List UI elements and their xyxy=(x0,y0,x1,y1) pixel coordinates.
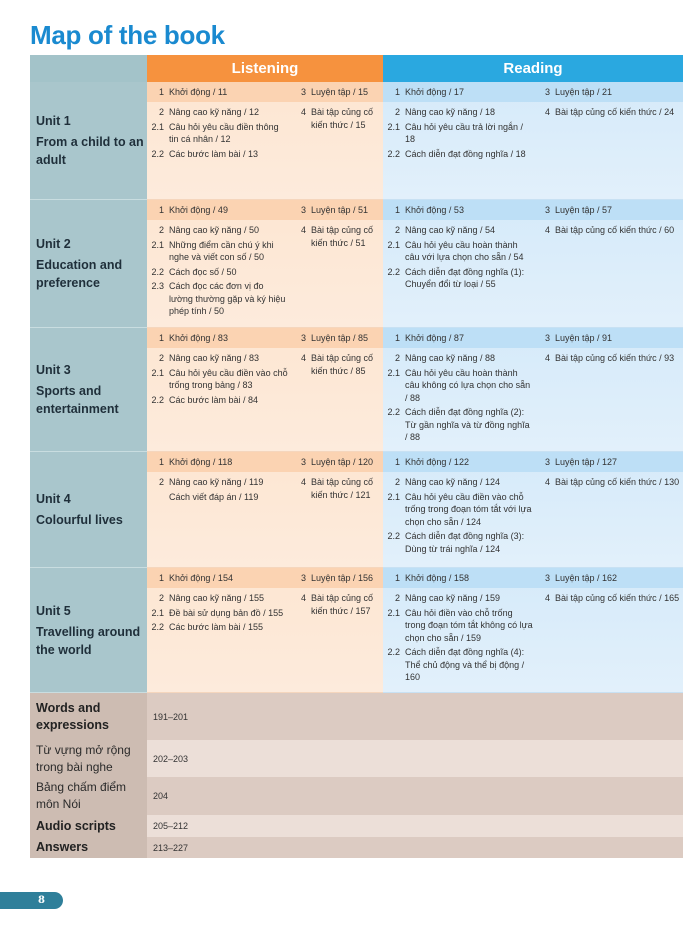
item-text: Nâng cao kỹ năng / 88 xyxy=(405,353,496,363)
listening-column xyxy=(147,224,289,320)
item-number: 4 xyxy=(300,353,306,363)
item-text: Câu hỏi yêu cầu hoàn thành câu với lựa chọn cho sẵn / 54 xyxy=(405,239,524,262)
appendix-pages: 213–227 xyxy=(147,837,683,858)
list-item xyxy=(383,352,533,365)
appendix-row xyxy=(30,837,683,858)
listening-column xyxy=(147,592,289,636)
item-text: Luyện tập / 120 xyxy=(311,456,374,467)
item-number: 2 xyxy=(394,107,400,117)
list-item xyxy=(383,86,533,99)
reading-body xyxy=(383,588,683,686)
item-text: Cách diễn đạt đồng nghĩa (4): Thể chủ động và thể bị động / 160 xyxy=(405,647,525,682)
list-item xyxy=(147,394,289,407)
unit-row xyxy=(30,328,683,452)
list-item xyxy=(533,352,683,365)
item-text: Bài tập củng cố kiến thức / 51 xyxy=(311,225,374,248)
list-item xyxy=(147,266,289,279)
item-text: Câu hỏi điền vào chỗ trống trong đoạn tóm tắt không có lựa chọn cho sẵn / 159 xyxy=(405,607,533,643)
list-item xyxy=(383,607,533,645)
listening-body xyxy=(147,220,383,320)
unit-label-cell xyxy=(30,200,147,328)
item-number: 2 xyxy=(394,593,400,603)
listening-top-row xyxy=(147,328,383,348)
reading-column xyxy=(383,592,533,686)
list-item xyxy=(383,456,533,469)
list-item xyxy=(147,572,289,585)
reading-body xyxy=(383,102,683,162)
item-text: Luyện tập / 57 xyxy=(555,204,613,215)
item-number: 3 xyxy=(544,332,550,343)
listening-body xyxy=(147,588,383,636)
list-item xyxy=(147,204,289,217)
listening-column xyxy=(289,592,383,636)
listening-section xyxy=(147,328,383,452)
item-number: 4 xyxy=(544,225,550,235)
item-number: 2 xyxy=(158,477,164,487)
unit-name: Colourful lives xyxy=(36,513,123,527)
item-number: 1 xyxy=(394,456,400,467)
list-item xyxy=(147,476,289,489)
unit-label-cell xyxy=(30,328,147,452)
listening-body xyxy=(147,348,383,408)
item-text: Bài tập củng cố kiến thức / 130 xyxy=(555,477,680,487)
item-number: 2.2 xyxy=(151,266,164,277)
item-text: Luyện tập / 127 xyxy=(555,456,618,467)
item-text: Cách diễn đạt đồng nghĩa (1): Chuyển đổi từ loại / 55 xyxy=(405,266,525,289)
list-item xyxy=(383,224,533,237)
item-number: 2 xyxy=(394,353,400,363)
unit-label-cell xyxy=(30,452,147,568)
list-item xyxy=(147,239,289,264)
item-text: Câu hỏi yêu cầu điền vào chỗ trống trong bảng / 83 xyxy=(169,367,288,390)
unit-number: Unit 4 xyxy=(36,492,71,506)
unit-label-cell xyxy=(30,82,147,200)
reading-body xyxy=(383,472,683,557)
item-text: Khởi động / 11 xyxy=(169,86,228,97)
reading-top-row xyxy=(383,200,683,220)
list-item xyxy=(533,476,683,489)
item-text: Luyện tập / 91 xyxy=(555,332,613,343)
appendix-label: Answers xyxy=(30,837,147,858)
list-item xyxy=(147,456,289,469)
list-item xyxy=(383,121,533,146)
listening-column xyxy=(289,476,383,505)
table-header xyxy=(30,55,683,82)
item-number: 3 xyxy=(544,456,550,467)
listening-top-row xyxy=(147,200,383,220)
header-blank xyxy=(30,55,147,82)
reading-column xyxy=(383,352,533,446)
item-number: 4 xyxy=(544,353,550,363)
item-number: 2.2 xyxy=(387,407,400,417)
reading-column xyxy=(533,352,683,446)
reading-column xyxy=(533,476,683,557)
item-text: Các bước làm bài / 155 xyxy=(169,622,263,632)
item-text: Cách đọc số / 50 xyxy=(169,266,237,277)
item-number: 3 xyxy=(544,86,550,97)
item-number: 1 xyxy=(394,332,400,343)
item-number: 3 xyxy=(544,572,550,583)
item-text: Nâng cao kỹ năng / 18 xyxy=(405,107,496,117)
item-text: Cách diễn đạt đồng nghĩa / 18 xyxy=(405,148,526,159)
item-text: Luyện tập / 15 xyxy=(311,86,369,97)
item-number: 2 xyxy=(394,477,400,487)
item-text: Nâng cao kỹ năng / 124 xyxy=(405,477,501,487)
item-number: 3 xyxy=(544,204,550,215)
list-item xyxy=(289,456,373,469)
list-item xyxy=(147,332,289,345)
item-text: Nâng cao kỹ năng / 12 xyxy=(169,107,260,117)
reading-section xyxy=(383,452,683,568)
item-text: Luyện tập / 162 xyxy=(555,572,618,583)
list-item xyxy=(147,607,289,620)
item-number: 2.2 xyxy=(151,394,164,405)
list-item xyxy=(383,406,533,444)
item-text: Cách đọc các đơn vị đo lường thường gặp và ký hiệu phép tính / 50 xyxy=(169,281,286,316)
item-text: Cách diễn đạt đồng nghĩa (3): Dùng từ trái nghĩa / 124 xyxy=(405,531,525,554)
item-text: Luyện tập / 85 xyxy=(311,332,369,343)
reading-column xyxy=(533,224,683,293)
item-text: Nâng cao kỹ năng / 50 xyxy=(169,225,260,235)
item-text: Câu hỏi yêu cầu điền thông tin cá nhân / 12 xyxy=(169,121,279,144)
item-text: Cách viết đáp án / 119 xyxy=(169,491,259,502)
item-text: Câu hỏi yêu cầu điền vào chỗ trống trong đoạn tóm tắt với lựa chọn cho sẵn / 124 xyxy=(405,491,532,527)
item-text: Bài tập củng cố kiến thức / 60 xyxy=(555,225,675,235)
appendix-label: Words and expressions xyxy=(30,693,147,740)
list-item xyxy=(383,367,533,405)
listening-column xyxy=(147,106,289,162)
appendix-row xyxy=(30,777,683,815)
listening-column xyxy=(289,352,383,408)
item-text: Khởi động / 87 xyxy=(405,332,464,343)
item-text: Khởi động / 49 xyxy=(169,204,228,215)
reading-header: Reading xyxy=(383,55,683,82)
list-item xyxy=(533,204,612,217)
item-text: Luyện tập / 51 xyxy=(311,204,369,215)
page-title: Map of the book xyxy=(30,20,225,50)
listening-top-row xyxy=(147,82,383,102)
unit-name: Sports and entertainment xyxy=(36,384,119,416)
item-number: 2 xyxy=(158,593,164,603)
list-item xyxy=(147,280,289,318)
listening-column xyxy=(289,224,383,320)
item-number: 2.1 xyxy=(387,491,400,502)
unit-name: Travelling around the world xyxy=(36,624,141,657)
list-item xyxy=(533,224,683,237)
reading-body xyxy=(383,220,683,293)
list-item xyxy=(383,646,533,684)
unit-number: Unit 1 xyxy=(36,114,71,128)
item-text: Đề bài sử dụng bản đồ / 155 xyxy=(169,607,284,618)
item-number: 3 xyxy=(300,572,306,583)
list-item xyxy=(383,592,533,605)
appendix-body xyxy=(30,693,683,858)
list-item xyxy=(533,332,612,345)
item-number: 4 xyxy=(544,477,550,487)
item-text: Bài tập củng cố kiến thức / 24 xyxy=(555,107,675,117)
list-item xyxy=(533,456,617,469)
list-item xyxy=(383,239,533,264)
item-text: Những điểm cần chú ý khi nghe và viết con số / 50 xyxy=(169,239,274,262)
list-item xyxy=(147,592,289,605)
reading-section xyxy=(383,328,683,452)
appendix-pages: 191–201 xyxy=(147,693,683,740)
item-text: Khởi động / 83 xyxy=(169,332,228,343)
listening-column xyxy=(147,476,289,505)
item-number: 2.2 xyxy=(387,647,400,657)
item-number: 3 xyxy=(300,204,306,215)
list-item xyxy=(383,266,533,291)
item-number: 3 xyxy=(300,332,306,343)
reading-top-row xyxy=(383,452,683,472)
item-number: 1 xyxy=(158,204,164,215)
list-item xyxy=(383,106,533,119)
listening-section xyxy=(147,452,383,568)
item-text: Bài tập củng cố kiến thức / 157 xyxy=(311,593,374,616)
item-number: 2.1 xyxy=(387,121,400,132)
reading-top-row xyxy=(383,328,683,348)
item-number xyxy=(147,491,169,504)
listening-section xyxy=(147,200,383,328)
item-text: Luyện tập / 21 xyxy=(555,86,613,97)
reading-top-row xyxy=(383,568,683,588)
listening-top-row xyxy=(147,452,383,472)
appendix-row xyxy=(30,693,683,740)
item-number: 4 xyxy=(300,107,306,117)
appendix-pages: 202–203 xyxy=(147,740,683,777)
item-number: 1 xyxy=(394,86,400,97)
map-table xyxy=(30,55,683,858)
item-number: 2.2 xyxy=(151,622,164,632)
list-item xyxy=(147,121,289,146)
item-number: 2.1 xyxy=(387,607,400,618)
units-body xyxy=(30,82,683,693)
item-text: Bài tập củng cố kiến thức / 121 xyxy=(311,477,374,500)
appendix-pages: 204 xyxy=(147,777,683,815)
listening-column xyxy=(289,106,383,162)
appendix-label: Từ vựng mở rộng trong bài nghe xyxy=(30,740,147,777)
item-number: 2.2 xyxy=(387,148,400,159)
page-number: 8 xyxy=(0,892,63,909)
list-item xyxy=(289,224,383,249)
list-item xyxy=(383,148,533,161)
item-text: Bài tập củng cố kiến thức / 15 xyxy=(311,107,374,130)
item-number: 2.1 xyxy=(387,367,400,378)
item-number: 2.1 xyxy=(151,121,164,132)
list-item xyxy=(147,148,289,161)
list-item xyxy=(383,332,533,345)
reading-column xyxy=(383,224,533,293)
listening-body xyxy=(147,472,383,505)
item-text: Nâng cao kỹ năng / 54 xyxy=(405,225,496,235)
item-number: 2.3 xyxy=(151,281,164,291)
item-number: 1 xyxy=(394,572,400,583)
item-text: Khởi động / 53 xyxy=(405,204,464,215)
item-text: Nâng cao kỹ năng / 155 xyxy=(169,593,265,603)
item-number: 4 xyxy=(544,593,550,603)
list-item xyxy=(289,204,368,217)
list-item xyxy=(533,592,683,605)
listening-header: Listening xyxy=(147,55,383,82)
unit-number: Unit 2 xyxy=(36,237,71,251)
list-item xyxy=(383,491,533,529)
item-text: Luyện tập / 156 xyxy=(311,572,374,583)
item-text: Khởi động / 154 xyxy=(169,572,233,583)
list-item xyxy=(147,621,289,634)
unit-name: From a child to an adult xyxy=(36,135,144,167)
item-text: Nâng cao kỹ năng / 159 xyxy=(405,593,501,603)
list-item xyxy=(383,204,533,217)
reading-column xyxy=(383,476,533,557)
item-text: Khởi động / 17 xyxy=(405,86,464,97)
unit-number: Unit 3 xyxy=(36,363,71,377)
unit-row xyxy=(30,200,683,328)
unit-number: Unit 5 xyxy=(36,603,71,618)
list-item xyxy=(289,476,383,501)
item-number: 2.2 xyxy=(151,148,164,159)
item-number: 2.2 xyxy=(387,531,400,541)
reading-section xyxy=(383,200,683,328)
item-number: 3 xyxy=(300,86,306,97)
item-text: Khởi động / 158 xyxy=(405,572,469,583)
item-number: 2 xyxy=(158,353,164,363)
list-item xyxy=(289,106,383,131)
list-item xyxy=(147,106,289,119)
unit-label-cell xyxy=(30,568,147,693)
list-item xyxy=(147,367,289,392)
item-number: 4 xyxy=(300,477,306,487)
listening-column xyxy=(147,352,289,408)
list-item xyxy=(289,332,368,345)
list-item xyxy=(533,572,617,585)
item-text: Các bước làm bài / 84 xyxy=(169,394,258,405)
item-text: Nâng cao kỹ năng / 83 xyxy=(169,353,260,363)
item-number: 2.1 xyxy=(151,367,164,378)
list-item xyxy=(147,352,289,365)
reading-column xyxy=(533,106,683,162)
item-text: Khởi động / 118 xyxy=(169,456,233,467)
item-number: 4 xyxy=(544,107,550,117)
listening-top-row xyxy=(147,568,383,588)
appendix-row xyxy=(30,740,683,777)
item-number: 4 xyxy=(300,225,306,235)
unit-row xyxy=(30,452,683,568)
reading-top-row xyxy=(383,82,683,102)
item-text: Câu hỏi yêu cầu trả lời ngắn / 18 xyxy=(405,121,523,144)
list-item xyxy=(147,224,289,237)
unit-row xyxy=(30,568,683,693)
item-number: 2 xyxy=(158,107,164,117)
item-number: 2 xyxy=(158,225,164,235)
list-item xyxy=(383,530,533,555)
reading-section xyxy=(383,82,683,200)
list-item xyxy=(289,572,373,585)
reading-column xyxy=(383,106,533,162)
item-text: Bài tập củng cố kiến thức / 93 xyxy=(555,353,675,363)
list-item xyxy=(147,491,289,504)
unit-row xyxy=(30,82,683,200)
item-text: Nâng cao kỹ năng / 119 xyxy=(169,477,264,487)
item-number: 2 xyxy=(394,225,400,235)
item-number: 2.1 xyxy=(387,239,400,250)
list-item xyxy=(383,476,533,489)
item-number: 2.1 xyxy=(151,607,164,618)
reading-column xyxy=(533,592,683,686)
item-text: Khởi động / 122 xyxy=(405,456,469,467)
item-text: Bài tập củng cố kiến thức / 85 xyxy=(311,353,374,376)
reading-section xyxy=(383,568,683,693)
item-number: 4 xyxy=(300,593,306,603)
appendix-pages: 205–212 xyxy=(147,815,683,837)
item-text: Bài tập củng cố kiến thức / 165 xyxy=(555,593,680,603)
list-item xyxy=(533,106,683,119)
reading-body xyxy=(383,348,683,446)
item-number: 2.2 xyxy=(387,266,400,277)
item-text: Câu hỏi yêu cầu hoàn thành câu không có lựa chọn cho sẵn / 88 xyxy=(405,367,531,403)
list-item xyxy=(383,572,533,585)
listening-section xyxy=(147,568,383,693)
list-item xyxy=(289,352,383,377)
unit-name: Education and preference xyxy=(36,258,123,290)
item-number: 1 xyxy=(158,332,164,343)
appendix-label: Audio scripts xyxy=(30,815,147,837)
appendix-row xyxy=(30,815,683,837)
listening-body xyxy=(147,102,383,162)
list-item xyxy=(289,86,368,99)
appendix-label: Bảng chấm điểm môn Nói xyxy=(30,777,147,815)
list-item xyxy=(289,592,383,617)
item-number: 1 xyxy=(158,86,164,97)
listening-section xyxy=(147,82,383,200)
list-item xyxy=(533,86,612,99)
item-text: Cách diễn đạt đồng nghĩa (2): Từ gần nghĩa và từ đồng nghĩa / 88 xyxy=(405,407,530,442)
item-text: Các bước làm bài / 13 xyxy=(169,148,258,159)
item-number: 2.1 xyxy=(151,239,164,250)
item-number: 1 xyxy=(394,204,400,215)
item-number: 3 xyxy=(300,456,306,467)
item-number: 1 xyxy=(158,572,164,583)
list-item xyxy=(147,86,289,99)
item-number: 1 xyxy=(158,456,164,467)
